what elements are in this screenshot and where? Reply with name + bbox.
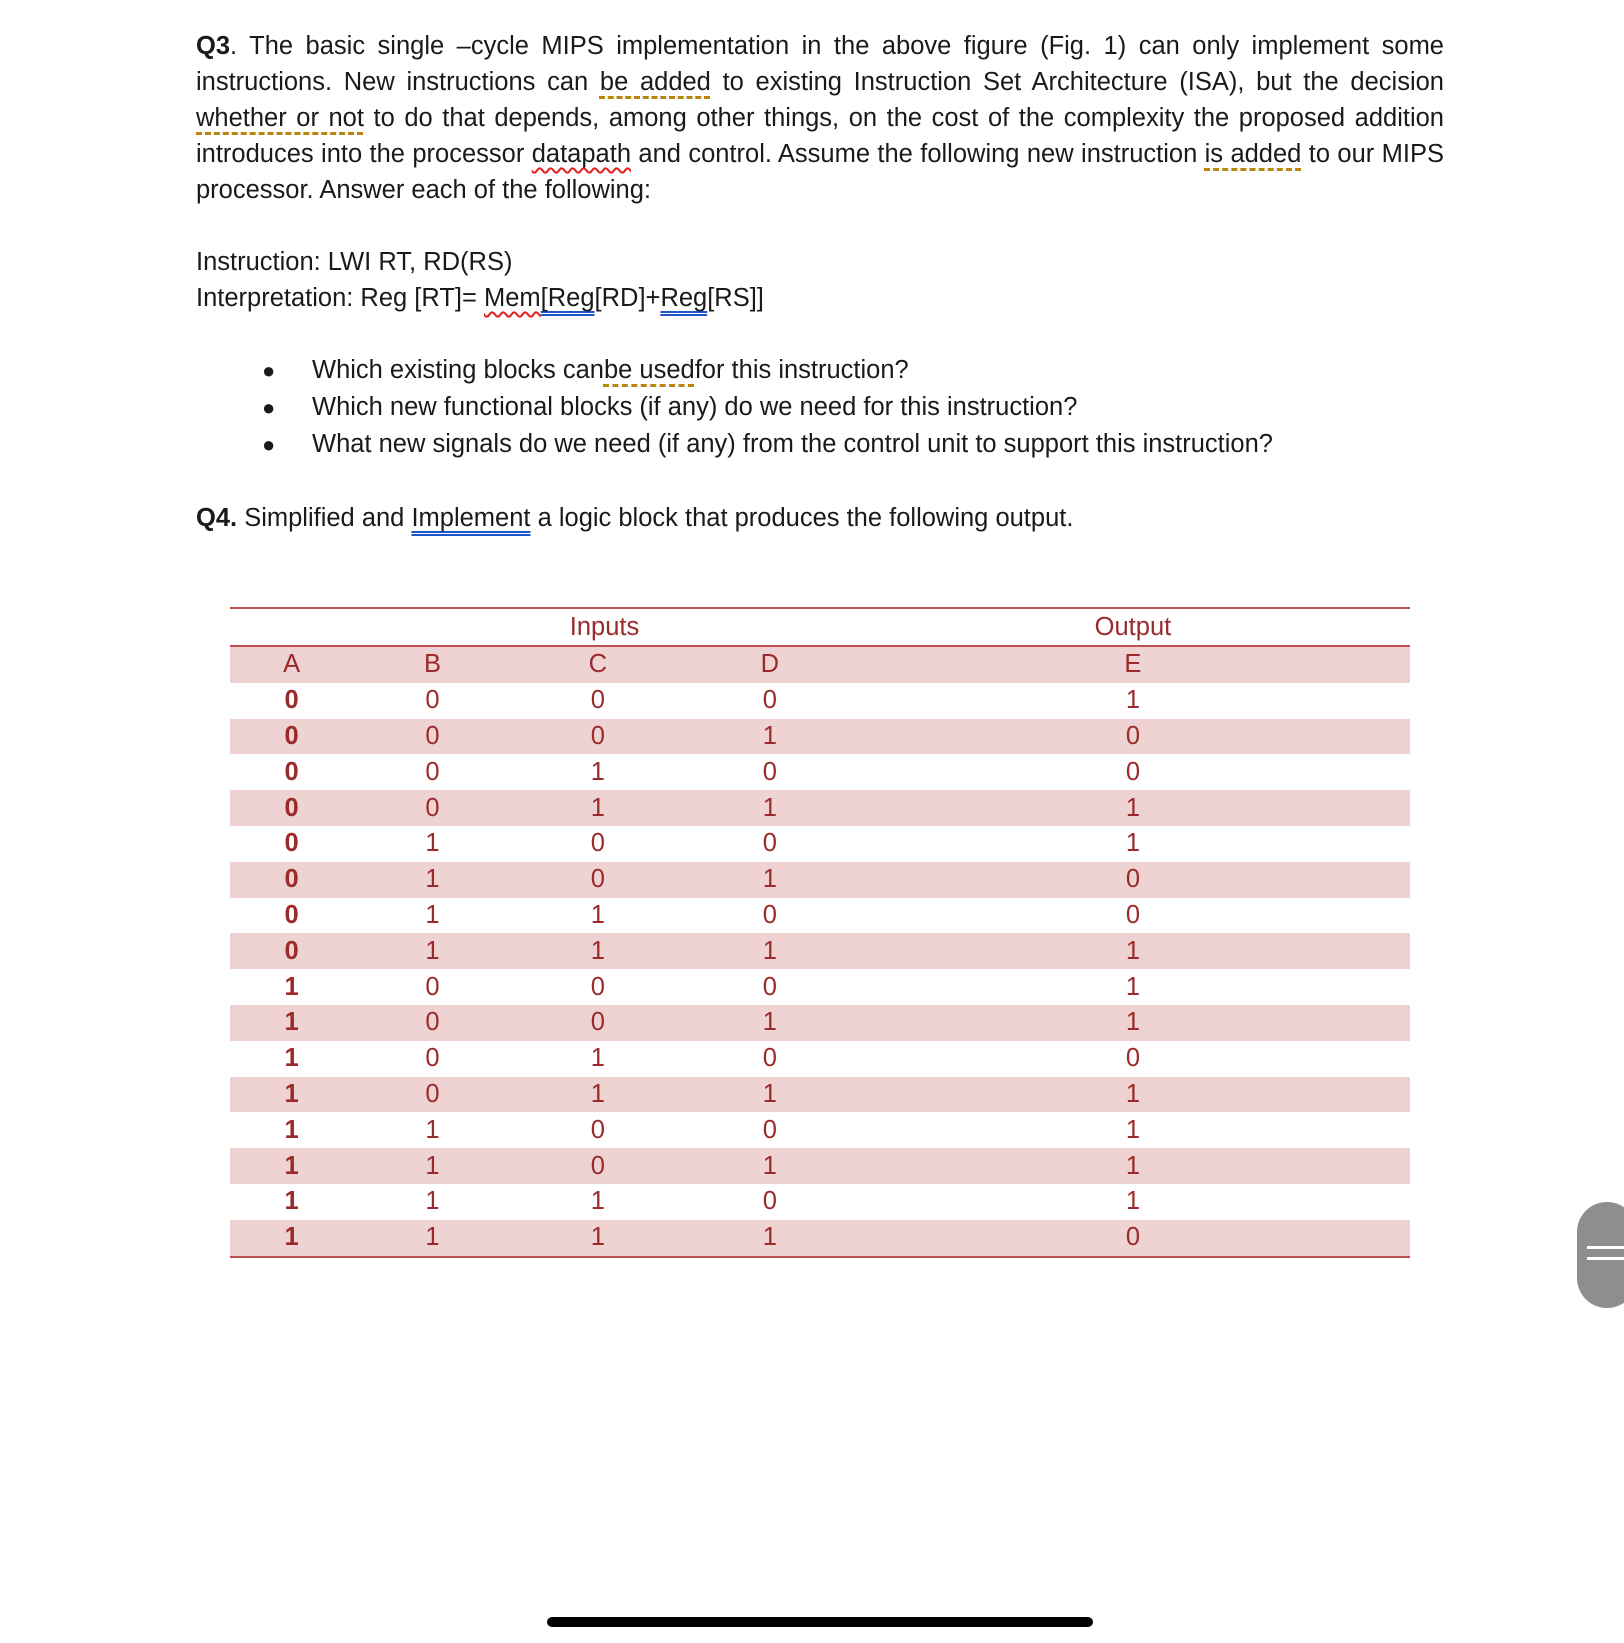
- table-cell: 1: [590, 1044, 605, 1073]
- table-cell: 0: [590, 721, 605, 750]
- table-cell: 1: [1125, 1187, 1141, 1216]
- table-cell: 1: [425, 1187, 440, 1216]
- scrollbar-handle[interactable]: [1577, 1202, 1624, 1308]
- table-cell: 1: [1125, 1008, 1141, 1037]
- table-cell: 0: [762, 1044, 777, 1073]
- table-cell: 1: [590, 936, 605, 965]
- spelling-flag[interactable]: datapath: [531, 140, 631, 168]
- table-cell: 0: [284, 829, 299, 858]
- table-cell: 1: [284, 972, 299, 1001]
- table-cell: 0: [762, 900, 777, 929]
- grammar-flag[interactable]: Reg: [660, 284, 708, 312]
- table-cell: 1: [1125, 1079, 1141, 1108]
- output-group-header: Output: [856, 608, 1410, 646]
- bullet-icon: ●: [262, 395, 276, 420]
- table-cell: 1: [1125, 829, 1141, 858]
- table-row: [230, 933, 1410, 969]
- column-header: E: [1124, 650, 1142, 679]
- table-row: [230, 1041, 1410, 1077]
- bullet-icon: ●: [262, 432, 276, 457]
- truth-table: [230, 607, 1410, 1258]
- table-cell: 1: [590, 900, 605, 929]
- table-row: [230, 1220, 1410, 1257]
- inputs-group-header: Inputs: [353, 608, 856, 646]
- table-cell: 1: [425, 1151, 440, 1180]
- table-cell: 1: [1125, 972, 1141, 1001]
- table-cell: 1: [590, 793, 605, 822]
- table-cell: 1: [590, 1079, 605, 1108]
- table-row: [230, 1148, 1410, 1184]
- bullet-list: [262, 352, 1273, 463]
- q4-label: Q4.: [196, 504, 238, 532]
- interp-text: Interpretation: Reg [RT]=: [196, 284, 484, 312]
- table-cell: 1: [425, 1115, 440, 1144]
- table-cell: 0: [590, 1115, 605, 1144]
- grammar-flag[interactable]: be used: [603, 356, 695, 384]
- table-cell: 1: [284, 1115, 299, 1144]
- table-cell: 0: [1125, 1044, 1141, 1073]
- table-cell: 1: [684, 1220, 856, 1257]
- table-cell: 1: [762, 793, 777, 822]
- table-cell: 1: [512, 1220, 684, 1257]
- table-cell: 0: [1125, 865, 1141, 894]
- table-cell: 0: [762, 1187, 777, 1216]
- table-cell: 1: [284, 1187, 299, 1216]
- table-cell: 1: [425, 900, 440, 929]
- bullet-text: Which existing blocks can: [312, 356, 604, 384]
- table-cell: 0: [590, 1008, 605, 1037]
- table-cell: 0: [1125, 721, 1141, 750]
- table-cell: 0: [1125, 757, 1141, 786]
- table-cell: 0: [762, 686, 777, 715]
- q3-label: Q3: [196, 32, 231, 60]
- table-cell: 1: [762, 865, 777, 894]
- table-cell: 0: [425, 686, 440, 715]
- table-cell: 1: [1125, 1115, 1141, 1144]
- table-cell: 0: [590, 829, 605, 858]
- table-cell: 1: [284, 1151, 299, 1180]
- table-row: [230, 969, 1410, 1005]
- table-cell: 0: [425, 1044, 440, 1073]
- table-cell: 0: [284, 936, 299, 965]
- table-row: [230, 1005, 1410, 1041]
- q3-text: to existing Instruction Set Architecture (ISA), but the decision: [710, 68, 1444, 96]
- table-row: [230, 826, 1410, 862]
- column-header: B: [424, 650, 442, 679]
- table-cell: 1: [284, 1008, 299, 1037]
- list-item: [262, 426, 1273, 463]
- list-item: [262, 389, 1273, 426]
- table-cell: 1: [590, 757, 605, 786]
- interp-text: [RS]]: [707, 284, 764, 312]
- bullet-icon: ●: [262, 358, 276, 383]
- table-cell: 1: [353, 1220, 512, 1257]
- q4-text: a logic block that produces the following output.: [530, 504, 1074, 532]
- table-cell: 0: [590, 686, 605, 715]
- table-row: [230, 719, 1410, 755]
- instruction-block: [196, 244, 1444, 316]
- bullet-text: What new signals do we need (if any) from the control unit to support this instruction?: [312, 430, 1273, 458]
- table-cell: 1: [590, 1187, 605, 1216]
- table-cell: 1: [425, 936, 440, 965]
- table-cell: 0: [425, 793, 440, 822]
- table-cell: 0: [284, 900, 299, 929]
- home-indicator[interactable]: [547, 1617, 1093, 1627]
- table-cell: 0: [284, 686, 299, 715]
- table-row: [230, 683, 1410, 719]
- table-row: [230, 898, 1410, 934]
- q4-text: Simplified and: [237, 504, 412, 532]
- table-cell: 1: [284, 1044, 299, 1073]
- question-4-paragraph: [196, 500, 1444, 536]
- table-row: [230, 790, 1410, 826]
- instruction-line: Instruction: LWI RT, RD(RS): [196, 248, 513, 276]
- q3-text: . The basic single –cycle MIPS implementation in the above figure (Fig. 1) can only implement some instructions. New instructions can: [196, 32, 1444, 96]
- table-cell: 1: [1125, 936, 1141, 965]
- grammar-flag[interactable]: is added: [1204, 140, 1302, 168]
- table-cell: 1: [762, 1008, 777, 1037]
- table-cell: 1: [762, 1079, 777, 1108]
- grammar-flag[interactable]: [Reg: [540, 284, 595, 312]
- table-cell: 1: [762, 936, 777, 965]
- table-cell: 0: [762, 972, 777, 1001]
- group-header-row: [230, 608, 1410, 646]
- interpretation-line: [196, 280, 1444, 316]
- column-header: D: [760, 650, 780, 679]
- question-3-paragraph: [196, 28, 1444, 208]
- table-cell: 0: [762, 1115, 777, 1144]
- grammar-flag[interactable]: Implement: [411, 504, 531, 532]
- table-cell: 0: [856, 1220, 1410, 1257]
- table-cell: 1: [230, 1220, 353, 1257]
- table-cell: 1: [284, 1079, 299, 1108]
- table-row: [230, 1077, 1410, 1113]
- bullet-text: for this instruction?: [694, 356, 909, 384]
- q3-text: to do that depends, among other things, on the cost of the complexity the proposed addition introduces into the processor: [196, 104, 1444, 168]
- table-cell: 0: [284, 721, 299, 750]
- interp-text: [RD]+: [594, 284, 661, 312]
- table-cell: 0: [284, 757, 299, 786]
- table-cell: 1: [1125, 1151, 1141, 1180]
- table-cell: 1: [1125, 793, 1141, 822]
- table-cell: 0: [284, 865, 299, 894]
- bullet-text: Which new functional blocks (if any) do we need for this instruction?: [312, 393, 1078, 421]
- table-row: [230, 1112, 1410, 1148]
- q3-text: to our MIPS processor. Answer each of the following:: [196, 140, 1444, 204]
- column-header: C: [588, 650, 608, 679]
- column-header: A: [283, 650, 301, 679]
- table-cell: 0: [590, 865, 605, 894]
- table-row: [230, 862, 1410, 898]
- table-cell: 0: [590, 972, 605, 1001]
- table-cell: 0: [1125, 900, 1141, 929]
- table-cell: 0: [425, 972, 440, 1001]
- table-cell: 1: [1125, 686, 1141, 715]
- column-header-row: [230, 646, 1410, 683]
- table-cell: 0: [425, 1079, 440, 1108]
- table-cell: 0: [284, 793, 299, 822]
- table-cell: 0: [762, 829, 777, 858]
- table-cell: 0: [425, 757, 440, 786]
- table-cell: 1: [762, 1151, 777, 1180]
- spelling-flag[interactable]: Mem: [483, 284, 541, 312]
- list-item: [262, 352, 1273, 389]
- table-cell: 0: [590, 1151, 605, 1180]
- table-row: [230, 754, 1410, 790]
- table-cell: 1: [425, 829, 440, 858]
- table-cell: 0: [425, 1008, 440, 1037]
- table-cell: 1: [762, 721, 777, 750]
- table-row: [230, 1184, 1410, 1220]
- table-cell: 1: [425, 865, 440, 894]
- grammar-flag[interactable]: whether or not: [196, 104, 364, 132]
- table-cell: 0: [425, 721, 440, 750]
- grammar-flag[interactable]: be added: [599, 68, 711, 96]
- q3-text: and control. Assume the following new instruction: [631, 140, 1205, 168]
- table-cell: 0: [762, 757, 777, 786]
